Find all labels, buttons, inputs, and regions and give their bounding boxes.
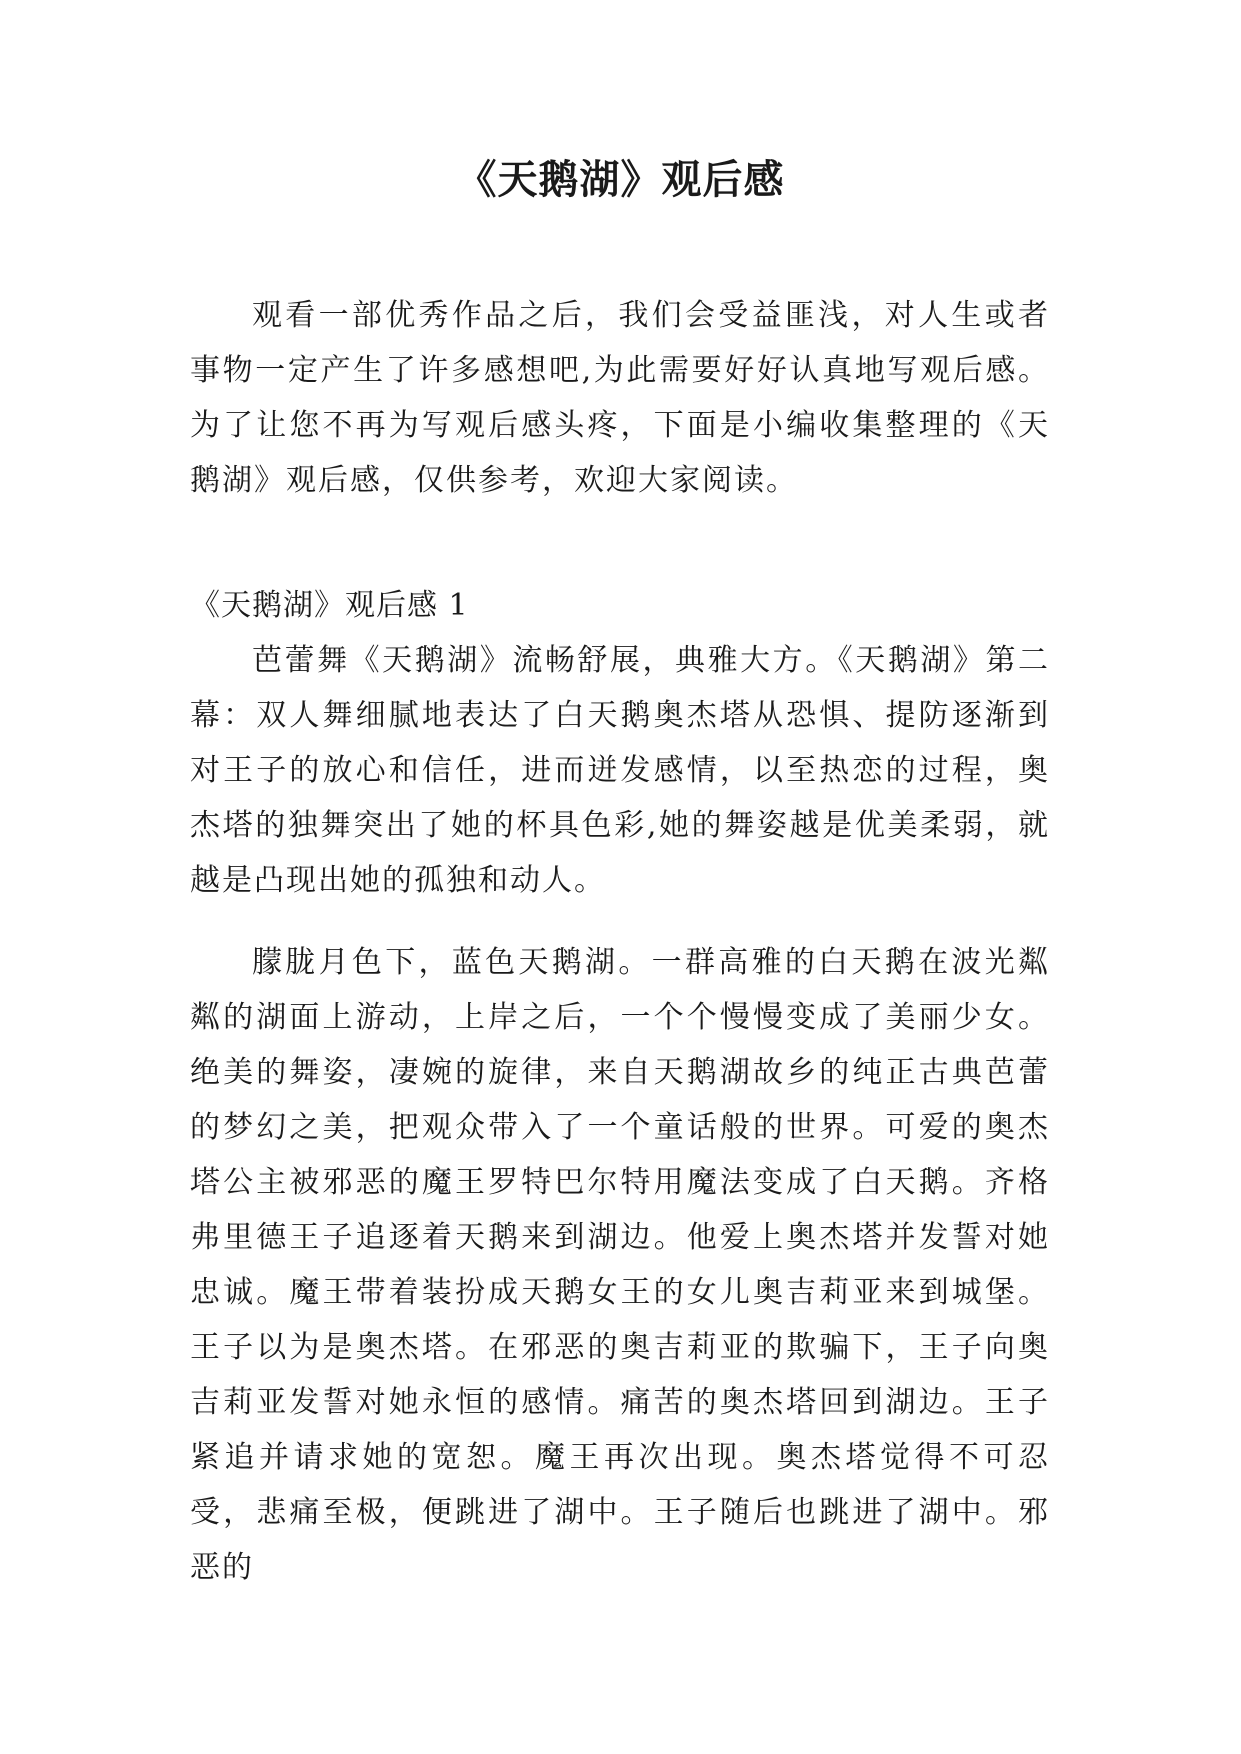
intro-paragraph: 观看一部优秀作品之后，我们会受益匪浅，对人生或者事物一定产生了许多感想吧,为此需要好好认真地写观后感。为了让您不再为写观后感头疼，下面是小编收集整理的《天鹅湖》观后感，仅供参考，欢迎大家阅读。 [190, 298, 1050, 498]
section-heading: 《天鹅湖》观后感 1 [190, 588, 469, 623]
body-paragraph: 朦胧月色下，蓝色天鹅湖。一群高雅的白天鹅在波光粼粼的湖面上游动，上岸之后，一个个慢慢变成了美丽少女。绝美的舞姿，凄婉的旋律，来自天鹅湖故乡的纯正古典芭蕾的梦幻之美，把观众带入了一个童话般的世界。可爱的奥杰塔公主被邪恶的魔王罗特巴尔特用魔法变成了白天鹅。齐格弗里德王子追逐着天鹅来到湖边。他爱上奥杰塔并发誓对她忠诚。魔王带着装扮成天鹅女王的女儿奥吉莉亚来到城堡。王子以为是奥杰塔。在邪恶的奥吉莉亚的欺骗下，王子向奥吉莉亚发誓对她永恒的感情。痛苦的奥杰塔回到湖边。王子紧追并请求她的宽恕。魔王再次出现。奥杰塔觉得不可忍受，悲痛至极，便跳进了湖中。王子随后也跳进了湖中。邪恶的 [190, 945, 1050, 1585]
document-title: 《天鹅湖》观后感 [456, 157, 785, 203]
body-paragraph: 芭蕾舞《天鹅湖》流畅舒展，典雅大方。《天鹅湖》第二幕：双人舞细腻地表达了白天鹅奥杰塔从恐惧、提防逐渐到对王子的放心和信任，进而迸发感情，以至热恋的过程，奥杰塔的独舞突出了她的杯具色彩,她的舞姿越是优美柔弱，就越是凸现出她的孤独和动人。 [190, 643, 1050, 898]
